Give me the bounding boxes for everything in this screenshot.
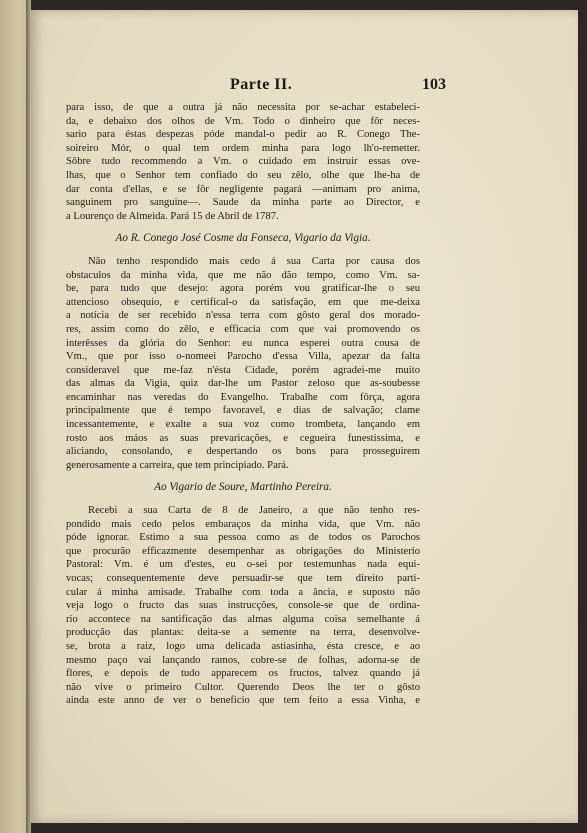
text-line: soireiro Mór, o qual tem ordem minha para logo lh'o-remetter. [66, 142, 420, 154]
text-line: rio accontece na santificação das almas alguma coisa semelhante á [66, 613, 420, 625]
text-line: flores, e depois de tudo apparecem os fructos, talvez quando já [66, 668, 420, 680]
text-line: res, assim como do zêlo, e efficacia com que vai promovendo os [66, 323, 420, 335]
text-line: be, para tudo que desejo: agora porém vou gratificar-lhe o seu [66, 283, 420, 295]
letter-heading-1: Ao R. Conego José Cosme da Fonseca, Vigario da Vigia. [115, 232, 371, 245]
text-line: para isso, de que a outra já não necessita por se-achar estabeleci- [66, 102, 420, 113]
text-line: sanguinem pro sanguine—. Saude da minha parte ao Director, e [66, 197, 420, 209]
text-line: obstaculos da minha vida, que me não dão tempo, como Vm. sa- [66, 269, 420, 281]
text-line: encaminhar nas veredas do Evangelho. Trabalhe com fôrça, agora [66, 391, 420, 403]
text-line: que procurão efficazmente desempenhar as obrigações do Ministerio [66, 545, 420, 557]
text-line: interêsses da glória do Senhor: eu nunca esperei outra cousa de [66, 337, 420, 349]
text-line: Pastoral: Vm. é um d'estes, eu o-sei por testemunhas nada equi- [66, 559, 420, 571]
text-line: Vm., que por isso o-nomeei Parocho d'essa Villa, apezar da falta [66, 351, 420, 363]
text-line: incessantemente, e exalte a sua voz como trombeta, lançando em [66, 419, 420, 431]
text-line: a Lourenço de Almeida. Pará 15 de Abril de 1787. [66, 210, 279, 222]
text-line: pondido mais cedo pelos embaraços da minha vida, que Vm. não [66, 518, 420, 530]
text-line: da, e debaixo dos olhos de Vm. Todo o dinheiro que fôr neces- [66, 115, 420, 127]
paragraph-2 [66, 255, 420, 473]
text-line: rosto aos máos as suas prevaricações, e cegueira funestissima, e [66, 432, 420, 444]
page-number: 103 [422, 76, 446, 93]
text-line: mesmo paço vai lançando ramos, cobre-se de folhas, adorna-se de [66, 654, 420, 666]
text-line: não vive o primeiro Cultor. Querendo Deos lhe ter o gôsto [66, 681, 420, 693]
text-line: das almas da Vigia, quiz dar-lhe um Pastor zeloso que as-soubesse [66, 378, 420, 390]
text-line: se, brota a raiz, logo uma delicada astiasinha, ésta cresce, e ao [66, 640, 420, 652]
text-line: attencioso obsequio, e certifical-o da satisfação, em que me-deixa [66, 296, 420, 308]
page-header [30, 76, 578, 100]
page-body [66, 101, 420, 708]
text-line: dar conta d'ellas, e se fôr negligente pagará —animam pro anima, [66, 183, 420, 195]
text-line: vocas; consequentemente deve persuadir-se que tem direito parti- [66, 573, 420, 584]
text-line: producção das plantas: deita-se a semente na terra, desenvolve- [66, 627, 420, 639]
running-head: Parte II. [230, 76, 293, 93]
paragraph-3 [66, 504, 420, 708]
text-line: generosamente a carreira, que tem principiado. Pará. [66, 459, 289, 471]
text-line: lhas, que o Senhor tem confiado do seu zêlo, olhe que lhe-ha de [66, 169, 420, 181]
text-line: cular á minha amisade. Trabalhe com toda a ância, e suposto não [66, 586, 420, 598]
text-line: principalmente que é tempo favoravel, e dias de salvação; clame [66, 405, 420, 417]
letter-heading-2: Ao Vigario de Soure, Martinho Pereira. [154, 481, 332, 494]
text-line: póde ignorar. Estimo a sua pessoa como as de todos os Parochos [66, 532, 420, 544]
paragraph-1 [66, 101, 420, 223]
text-line: a notícia de ser recebido n'essa terra com gôsto geral dos morado- [66, 310, 420, 322]
text-line: Sôbre tudo recommendo a Vm. o cuidado em instruir essas ove- [66, 156, 420, 168]
text-line: sario para éstas despezas póde mandal-o pedir ao R. Conego The- [66, 129, 420, 141]
text-line: aliciando, consolando, e despertando os bons para prosseguirem [66, 446, 420, 458]
text-line: Não tenho respondido mais cedo á sua Carta por causa dos [88, 255, 420, 267]
text-line: ainda este anno de ver o beneficio que tem feito a essa Vinha, e [66, 695, 420, 707]
text-line: consideravel que me-faz n'ésta Cidade, porém agradei-me muito [66, 364, 420, 376]
text-line: veja logo o fructo das suas instrucções, console-se que de ordina- [66, 600, 420, 612]
text-line: Recebi a sua Carta de 8 de Janeiro, a que não tenho res- [88, 505, 420, 517]
